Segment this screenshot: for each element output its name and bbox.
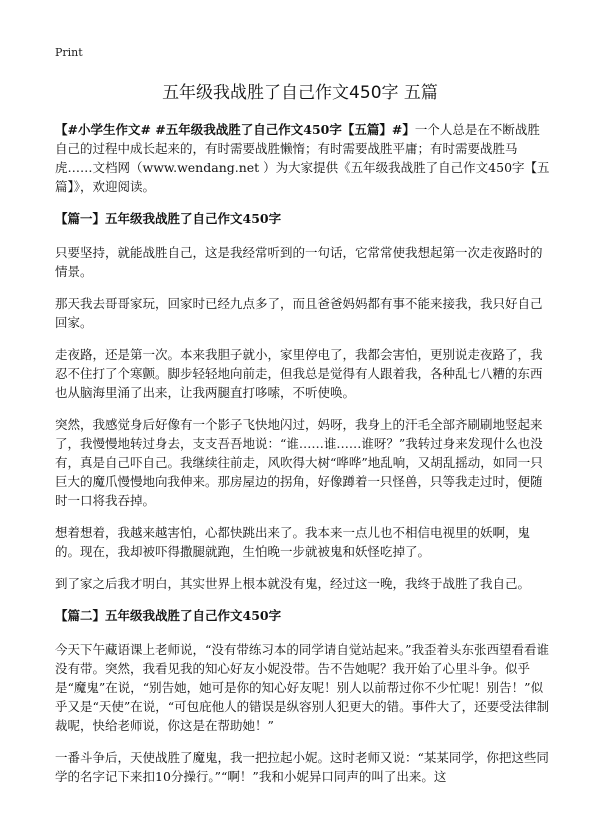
- section2-paragraph: 今天下午藏语课上老师说，“没有带练习本的同学请自觉站起来。”我歪着头东张西望看看谁没有带。突然，我看见我的知心好友小妮没带。告不告她呢？我开始了心里斗争。似乎是“魔鬼”在说，“别告她，她可是你的知心好友呢！别人以前帮过你不少忙呢！别告！”似乎又是“天使”在说，“可包庇他人的错误是纵容别人犯更大的错。事件大了，还要受法律制裁呢，快给老师说，你这是在帮助她！”: [55, 642, 550, 733]
- section1-paragraph: 走夜路，还是第一次。本来我胆子就小，家里停电了，我都会害怕，更别说走夜路了，我忍不住打了个寒颤。脚步轻轻地向前走，但我总是觉得有人跟着我，各种乱七八糟的东西也从脑海里涌了出来，让我两腿直打哆嗦，不听使唤。: [55, 347, 543, 400]
- section1-paragraph: 想着想着，我越来越害怕，心都快跳出来了。我本来一点儿也不相信电视里的妖啊，鬼的。现在，我却被吓得撒腿就跑，生怕晚一步就被鬼和妖怪吃掉了。: [55, 525, 531, 559]
- section1-paragraph: 只要坚持，就能战胜自己，这是我经常听到的一句话，它常常使我想起第一次走夜路时的情景。: [55, 245, 543, 279]
- section1-paragraph: 突然，我感觉身后好像有一个影子飞快地闪过，妈呀，我身上的汗毛全部齐刷刷地竖起来了，我慢慢地转过身去，支支吾吾地说：“谁……谁……谁呀？”我转过身来发现什么也没有，真是自己吓自己。我继续往前走，风吹得大树“哗哗”地乱响，又胡乱摇动，如同一只巨大的魔爪慢慢地向我伸来。那房屋边的拐角，好像蹲着一只怪兽，只等我走过时，便随时一口将我吞掉。: [55, 417, 543, 508]
- intro-tag: 【#小学生作文# #五年级我战胜了自己作文450字【五篇】#】: [55, 122, 415, 137]
- document-body: [55, 120, 550, 799]
- print-link[interactable]: Print: [55, 46, 83, 59]
- section2-paragraph: 一番斗争后，天使战胜了魔鬼，我一把拉起小妮。这时老师又说：“某某同学，你把这些同学的名字记下来扣10分操行。”“啊！”我和小妮异口同声的叫了出来。这: [55, 750, 549, 784]
- document-title: 五年级我战胜了自己作文450字 五篇: [162, 83, 438, 103]
- intro-paragraph: [55, 120, 550, 196]
- section1-paragraph: 到了家之后我才明白，其实世界上根本就没有鬼，经过这一晚，我终于战胜了我自己。: [55, 576, 531, 591]
- section-heading-1: 【篇一】五年级我战胜了自己作文450字: [55, 211, 282, 226]
- section1-paragraph: 那天我去哥哥家玩，回家时已经九点多了，而且爸爸妈妈都有事不能来接我，我只好自己回家。: [55, 296, 543, 330]
- section-heading-2: 【篇二】五年级我战胜了自己作文450字: [55, 608, 282, 623]
- intro-text: 一个人总是在不断战胜自己的过程中成长起来的，有时需要战胜懒惰；有时需要战胜平庸；有时需要战胜马虎……文档网（www.wendang.net ）为大家提供《五年级我战胜了自己作文450字【五篇】》，欢迎阅读。: [55, 122, 550, 194]
